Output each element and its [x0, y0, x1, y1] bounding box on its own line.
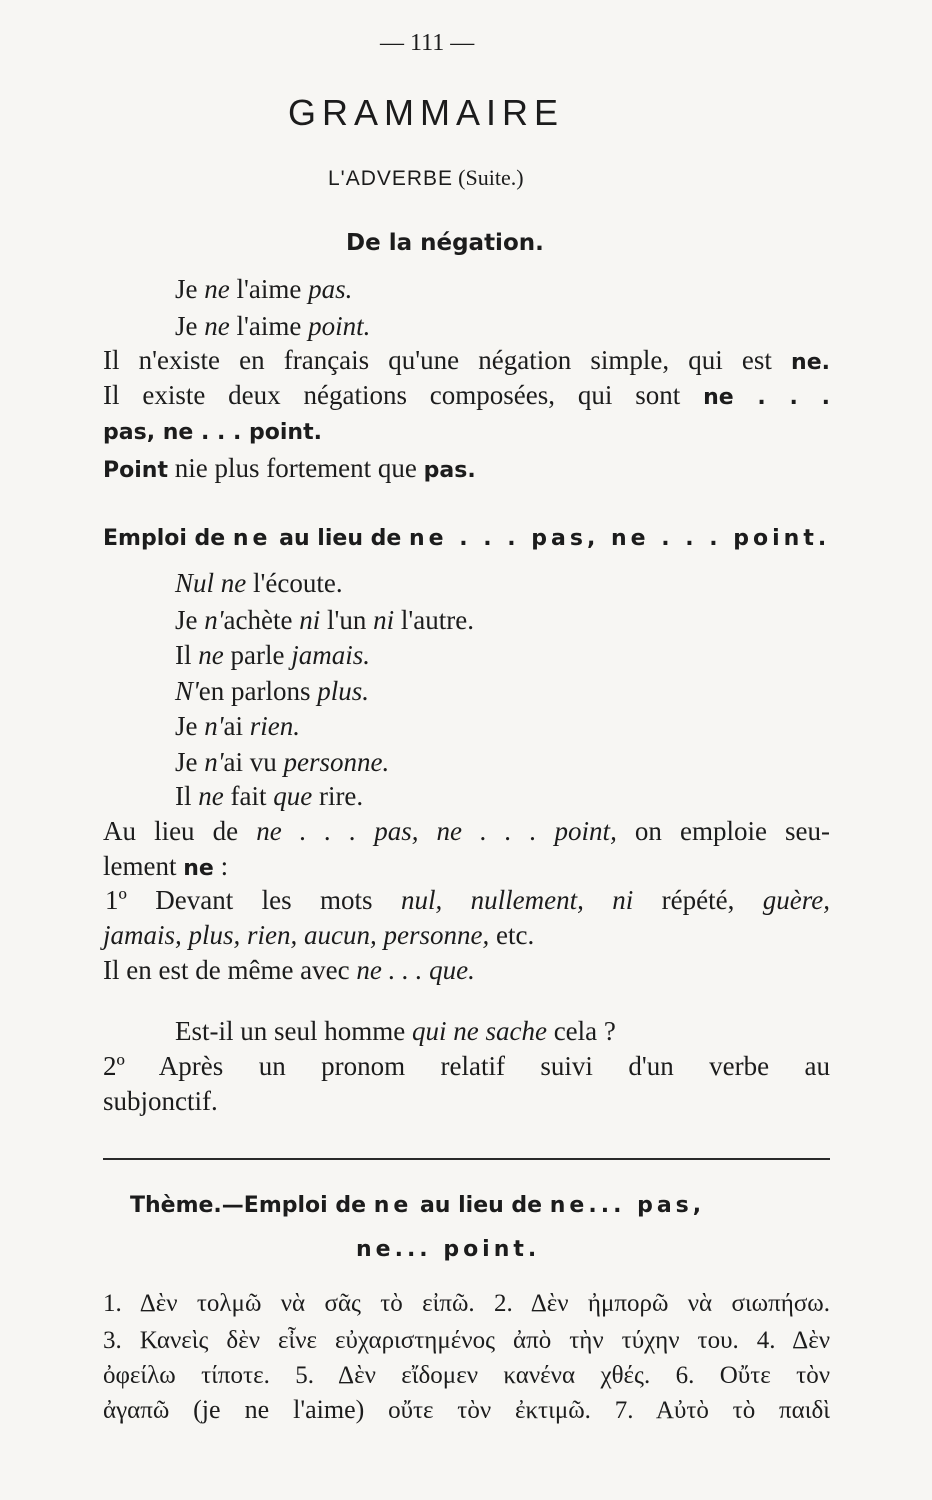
text: répété, [633, 885, 763, 915]
text: cela ? [546, 1016, 616, 1046]
text: ἀγαπῶ [103, 1397, 194, 1424]
example-line [175, 747, 389, 778]
chapter-subtitle [328, 165, 524, 191]
rule-line [103, 885, 830, 916]
paragraph-line [103, 816, 830, 847]
text: ne . . . point, [436, 816, 617, 846]
text: en parlons [198, 676, 318, 706]
keyword: ne . . . pas, ne . . . point. [408, 526, 831, 551]
text: nie plus fortement que [167, 453, 424, 483]
example-line [175, 640, 370, 671]
text: qui ne sache [411, 1016, 547, 1046]
text: : [213, 851, 229, 881]
text: ne . . . que. [356, 955, 475, 985]
text: Je [175, 747, 205, 777]
text: on emploie seu- [616, 816, 830, 846]
section-heading-negation: De la négation. [346, 230, 544, 256]
page-number: — 111 — [380, 30, 475, 56]
greek-line: 1. Δὲν τολμῶ νὰ σᾶς τὸ εἰπῶ. 2. Δὲν ἠμπορῶ νὰ σιωπήσω. [103, 1290, 830, 1317]
text: guère, [762, 885, 830, 915]
example-line [175, 1016, 616, 1047]
text: ni [299, 605, 321, 635]
text: rire. [312, 781, 364, 811]
text: ni [612, 885, 634, 915]
text: Est-il un seul homme [175, 1016, 412, 1046]
text: l'autre. [394, 605, 474, 635]
text: N' [175, 676, 199, 706]
text: Il en est de même avec [103, 955, 357, 985]
text: Je [175, 311, 205, 341]
text: Je [175, 605, 205, 635]
rule-line: 2º Après un pronom relatif suivi d'un verbe au [103, 1051, 830, 1081]
text: Il n'existe en français qu'une négation simple, qui est [103, 345, 792, 375]
text: rien. [249, 711, 301, 741]
text: au lieu de [271, 526, 409, 551]
text: ne [220, 568, 247, 598]
text: n' [204, 711, 224, 741]
example-line [175, 711, 300, 742]
text: l'aime [229, 274, 309, 304]
paragraph-line [103, 851, 228, 882]
greek-line: 3. Κανεὶς δὲν εἶνε εὐχαριστημένος ἀπὸ τὴν τύχην του. 4. Δὲν [103, 1327, 830, 1354]
text: Thème.—Emploi de [130, 1193, 374, 1218]
paragraph-line [103, 453, 476, 484]
text: n' [204, 605, 224, 635]
keyword: pas. [423, 458, 476, 483]
text: pas. [308, 274, 353, 304]
example-line [175, 676, 369, 707]
greek-line: ὀφείλω τίποτε. 5. Δὲν εἴδομεν κανένα χθές. 6. Οὔτε τὸν [103, 1362, 830, 1389]
text [418, 816, 436, 846]
text: Je [175, 711, 205, 741]
text: l'aime [229, 311, 309, 341]
text: ne . . . pas, [256, 816, 419, 846]
text: point. [308, 311, 371, 341]
text: Au lieu de [103, 816, 257, 846]
text: l'un [320, 605, 374, 635]
text: parle [223, 640, 292, 670]
keyword-line: pas, ne . . . point. [103, 420, 322, 445]
rule-line: subjonctif. [103, 1086, 218, 1116]
text: ni [373, 605, 395, 635]
text: ne [198, 781, 224, 811]
text: etc. [489, 920, 535, 950]
text: Il [175, 781, 199, 811]
text: jamais. [291, 640, 370, 670]
greek-line [103, 1395, 830, 1425]
paragraph-line [103, 345, 830, 376]
text: Il [175, 640, 199, 670]
keyword: ne . . . [703, 385, 830, 410]
text: ne [204, 311, 230, 341]
page-title: GRAMMAIRE [288, 92, 565, 133]
text: Il existe deux négations composées, qui sont [103, 380, 704, 410]
text: Emploi de [103, 526, 233, 551]
keyword: ne [232, 526, 272, 551]
keyword: ne [183, 856, 214, 881]
theme-heading [130, 1193, 705, 1218]
text: ai vu [223, 747, 284, 777]
example-line [175, 781, 363, 812]
subtitle-suite: (Suite.) [458, 165, 524, 190]
text: Je [175, 274, 205, 304]
section-heading-emploi [103, 526, 830, 551]
example-line [175, 274, 352, 305]
text: ai [223, 711, 250, 741]
text: n' [204, 747, 224, 777]
text [214, 568, 221, 598]
keyword: ne. [791, 350, 830, 375]
keyword: ne... pas, [549, 1193, 706, 1218]
subtitle-main: L'ADVERBE [328, 167, 454, 190]
text: ne [198, 640, 224, 670]
theme-heading-cont: ne... point. [356, 1237, 541, 1262]
text [584, 885, 612, 915]
rule-line [103, 955, 475, 986]
text: jamais, plus, rien, aucun, personne, [103, 920, 490, 950]
keyword: ne [373, 1193, 413, 1218]
text: au lieu de [412, 1193, 550, 1218]
text: plus. [317, 676, 370, 706]
text: οὔτε τὸν ἐκτιμῶ. 7. Αὐτὸ τὸ παιδὶ [364, 1397, 830, 1424]
rule-line [103, 920, 534, 951]
example-line [175, 568, 343, 599]
text: Nul [175, 568, 215, 598]
text: que [273, 781, 313, 811]
example-line [175, 311, 370, 342]
text: achète [223, 605, 300, 635]
text: l'écoute. [246, 568, 343, 598]
text: ne [204, 274, 230, 304]
text: fait [223, 781, 274, 811]
text: (je ne l'aime) [193, 1395, 365, 1424]
keyword: Point [103, 458, 168, 483]
example-line [175, 605, 474, 636]
text: nul, nullement, [400, 885, 584, 915]
paragraph-line [103, 380, 830, 411]
text: personne. [283, 747, 390, 777]
text: lement [103, 851, 184, 881]
horizontal-rule [103, 1158, 830, 1160]
text: 1º Devant les mots [105, 885, 401, 915]
